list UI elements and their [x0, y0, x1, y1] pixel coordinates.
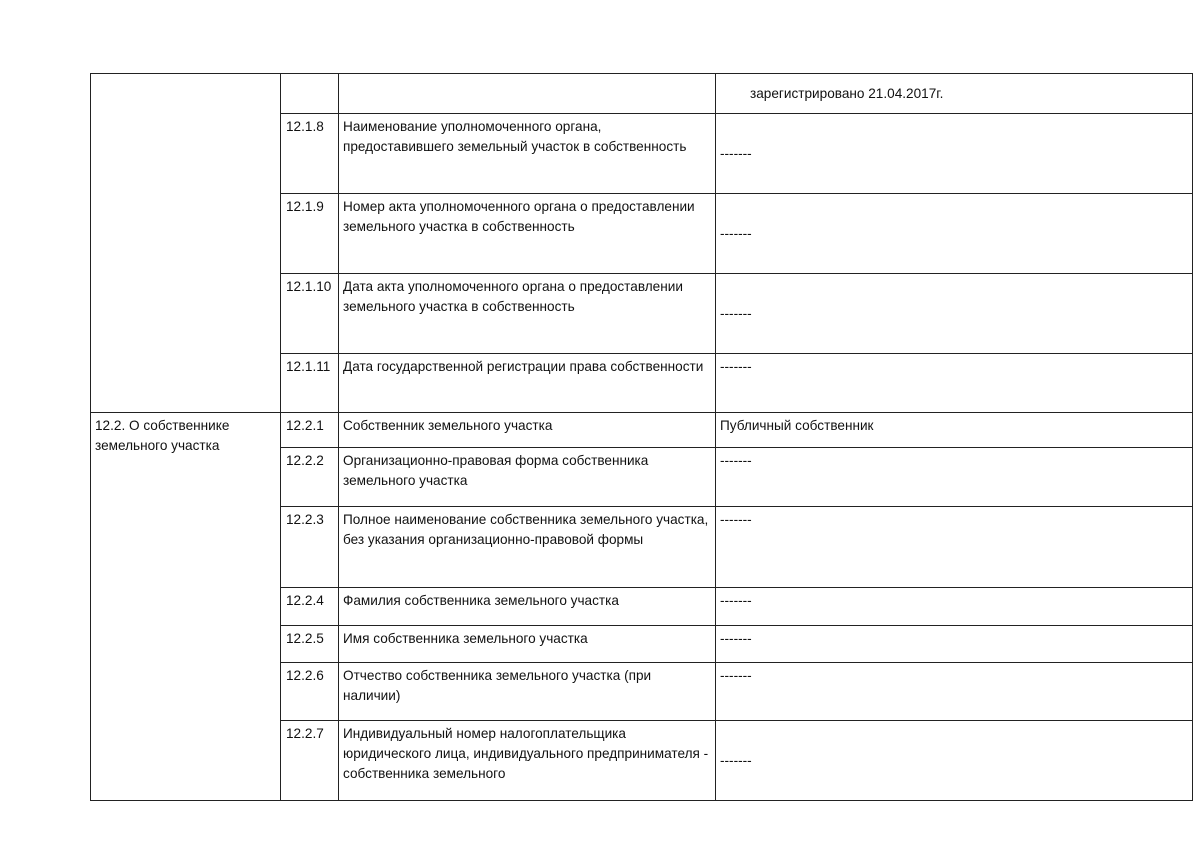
row-label: Фамилия собственника земельного участка — [339, 588, 716, 626]
row-label: Дата государственной регистрации права собственности — [339, 354, 716, 413]
registration-value: зарегистрировано 21.04.2017г. — [716, 74, 1193, 114]
row-label: Наименование уполномоченного органа, предоставившего земельный участок в собственность — [339, 114, 716, 194]
row-label: Полное наименование собственника земельного участка, без указания организационно-правовой формы — [339, 507, 716, 588]
row-number: 12.2.1 — [281, 413, 339, 448]
table-row — [91, 413, 1193, 448]
row-value: Публичный собственник — [716, 413, 1193, 448]
row-number: 12.1.9 — [281, 194, 339, 274]
row-number: 12.2.3 — [281, 507, 339, 588]
row-value: ------- — [716, 721, 1193, 801]
row-label: Индивидуальный номер налогоплательщика юридического лица, индивидуального предпринимателя - собственника земельного — [339, 721, 716, 801]
row-value: ------- — [716, 626, 1193, 663]
row-number: 12.2.4 — [281, 588, 339, 626]
row-value: ------- — [716, 354, 1193, 413]
land-plot-owner-table — [90, 73, 1193, 801]
row-number: 12.2.6 — [281, 663, 339, 721]
section-title: 12.2. О собственнике земельного участка — [91, 413, 281, 801]
row-value: ------- — [716, 448, 1193, 507]
row-number: 12.2.5 — [281, 626, 339, 663]
row-number: 12.1.8 — [281, 114, 339, 194]
row-number: 12.2.2 — [281, 448, 339, 507]
row-label — [339, 74, 716, 114]
row-label: Отчество собственника земельного участка (при наличии) — [339, 663, 716, 721]
row-label: Организационно-правовая форма собственника земельного участка — [339, 448, 716, 507]
row-value: ------- — [716, 507, 1193, 588]
row-number — [281, 74, 339, 114]
row-label: Имя собственника земельного участка — [339, 626, 716, 663]
row-value: ------- — [716, 114, 1193, 194]
row-value: ------- — [716, 274, 1193, 354]
row-label: Номер акта уполномоченного органа о предоставлении земельного участка в собственность — [339, 194, 716, 274]
row-number: 12.2.7 — [281, 721, 339, 801]
row-number: 12.1.10 — [281, 274, 339, 354]
row-value: ------- — [716, 194, 1193, 274]
row-label: Дата акта уполномоченного органа о предоставлении земельного участка в собственность — [339, 274, 716, 354]
row-value: ------- — [716, 588, 1193, 626]
table-row — [91, 74, 1193, 114]
row-value: ------- — [716, 663, 1193, 721]
row-label: Собственник земельного участка — [339, 413, 716, 448]
row-number: 12.1.11 — [281, 354, 339, 413]
section-cell-empty — [91, 74, 281, 413]
